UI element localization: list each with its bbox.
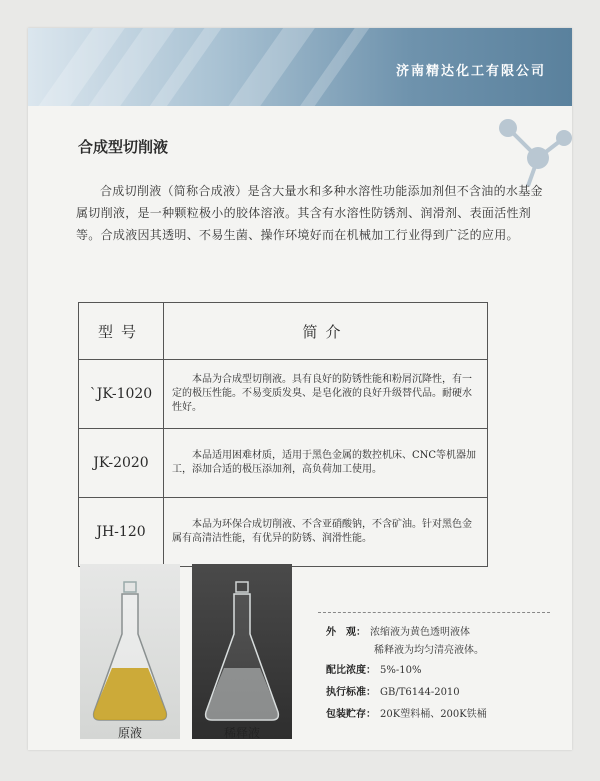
column-header-model: 型号 [79, 303, 164, 360]
spec-box [318, 612, 550, 727]
spec-package [326, 705, 487, 720]
table-row [79, 360, 488, 429]
diluted-caption: 稀释液 [223, 726, 260, 740]
company-name: 济南精达化工有限公司 [395, 64, 546, 79]
diluted-flask-icon [192, 564, 292, 739]
table-row [79, 498, 488, 567]
spec-appearance-line2 [370, 641, 484, 656]
spec-appearance-value-2: 稀释液为均匀清亮液体。 [374, 645, 484, 656]
spec-appearance [326, 623, 470, 638]
column-header-intro: 简介 [164, 303, 488, 360]
spec-package-value: 20K塑料桶、200K铁桶 [380, 709, 487, 720]
product-table [78, 302, 488, 567]
diluted-photo [192, 564, 292, 739]
model-cell: JH-120 [79, 498, 164, 567]
description-cell: 本品适用困难材质，适用于黑色金属的数控机床、CNC等机器加工，添加合适的极压添加剂，高负荷加工使用。 [164, 429, 488, 498]
section-title: 合成型切削液 [78, 138, 169, 156]
model-cell: `JK-1020 [79, 360, 164, 429]
spec-ratio-value: 5%-10% [380, 665, 422, 676]
table-row [79, 429, 488, 498]
concentrate-flask-icon [80, 564, 180, 739]
concentrate-photo [80, 564, 180, 739]
spec-ratio [326, 661, 421, 676]
table-header-row [79, 303, 488, 360]
model-cell: JK-2020 [79, 429, 164, 498]
spec-ratio-label: 配比浓度： [326, 665, 376, 676]
spec-standard-label: 执行标准： [326, 687, 376, 698]
spec-standard [326, 683, 460, 698]
spec-appearance-value: 浓缩液为黄色透明液体 [370, 627, 470, 638]
spec-appearance-label: 外 观： [326, 627, 366, 638]
concentrate-caption: 原液 [117, 726, 142, 740]
spec-package-label: 包装贮存： [326, 709, 376, 720]
intro-paragraph: 合成切削液（简称合成液）是含大量水和多种水溶性功能添加剂但不含油的水基金属切削液，是一种颗粒极小的胶体溶液。其含有水溶性防锈剂、润滑剂、表面活性剂等。合成液因其透明、不易生菌、操作环境好而在机械加工行业得到广泛的应用。 [76, 184, 543, 242]
molecule-decoration-icon [488, 68, 572, 188]
spec-standard-value: GB/T6144-2010 [380, 687, 460, 698]
brochure-page [28, 28, 572, 750]
description-cell: 本品为环保合成切削液、不含亚硝酸钠，不含矿油。针对黑色金属有高清洁性能，有优异的防锈、润滑性能。 [164, 498, 488, 567]
description-cell: 本品为合成型切削液。具有良好的防锈性能和粉屑沉降性，有一定的极压性能。不易变质发臭、是皂化液的良好升级替代品。耐硬水性好。 [164, 360, 488, 429]
